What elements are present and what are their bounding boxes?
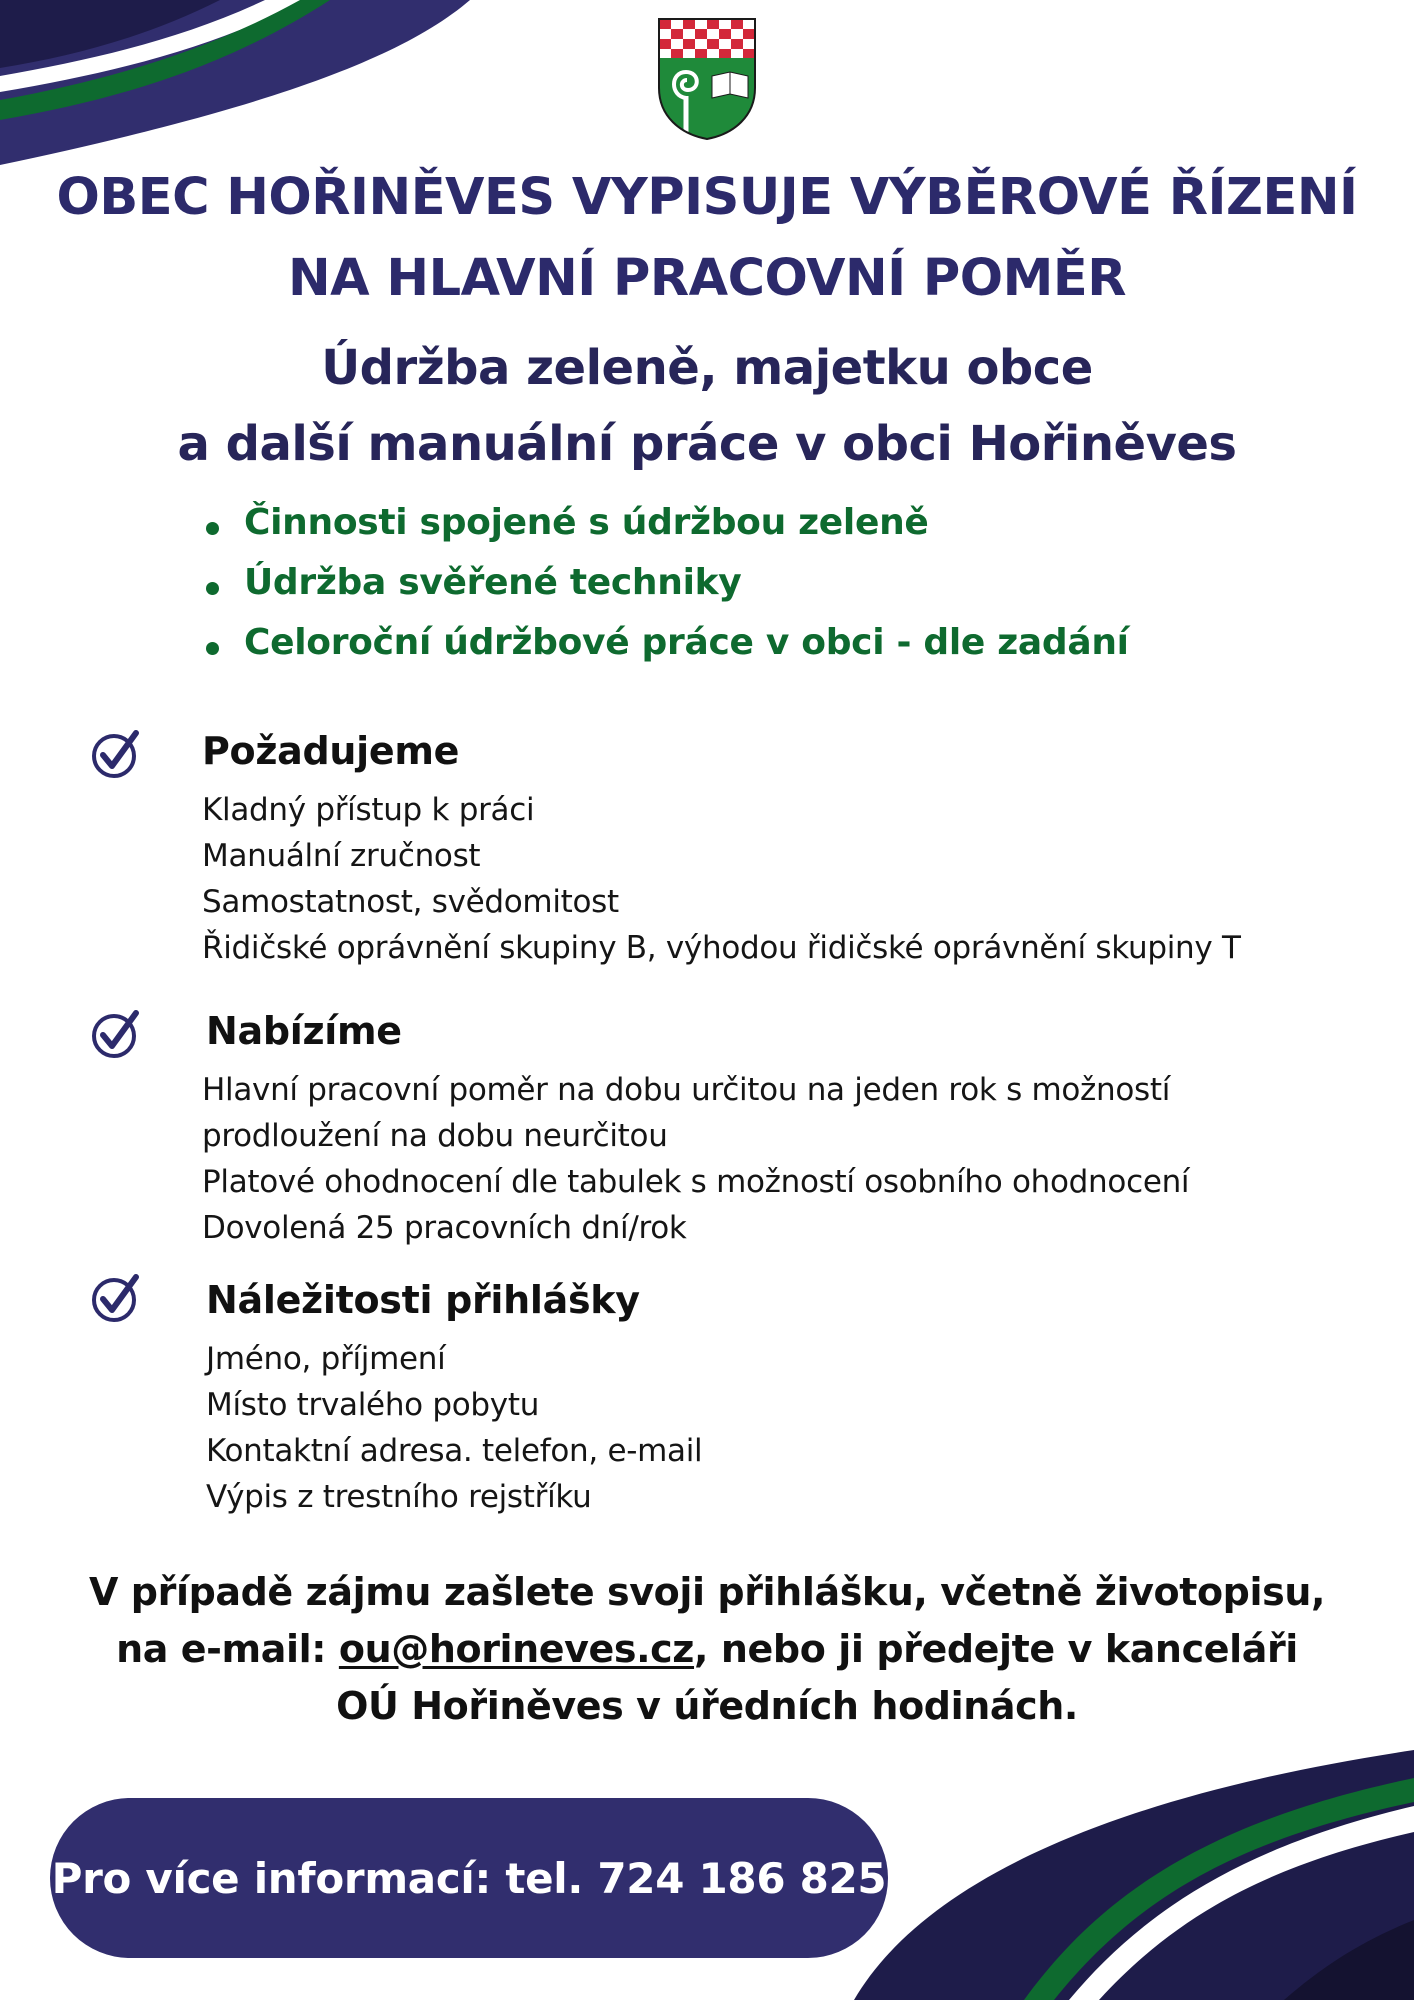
page-title-line-1: OBEC HOŘINĚVES VYPISUJE VÝBĚROVÉ ŘÍZENÍ: [56, 168, 1358, 227]
contact-banner: [50, 1798, 888, 1958]
section-heading: Nabízíme: [206, 1009, 402, 1053]
section-line: Výpis z trestního rejstříku: [206, 1479, 592, 1515]
section-line: Hlavní pracovní poměr na dobu určitou na jeden rok s možností: [202, 1072, 1171, 1108]
section-heading: Požadujeme: [202, 729, 460, 773]
duty-text: Činnosti spojené s údržbou zeleně: [244, 502, 929, 543]
section-line: Platové ohodnocení dle tabulek s možností osobního ohodnocení: [202, 1164, 1190, 1200]
duties-list: [200, 502, 1129, 682]
closing-line-3: OÚ Hořiněves v úředních hodinách.: [336, 1684, 1078, 1728]
bullet-icon: [206, 522, 219, 535]
email-link[interactable]: ou@horineves.cz: [338, 1627, 695, 1671]
section-line: Dovolená 25 pracovních dní/rok: [202, 1210, 687, 1246]
section-line: Řidičské oprávnění skupiny B, výhodou řidičské oprávnění skupiny T: [202, 930, 1241, 966]
closing-email-suffix: , nebo ji předejte v kanceláři: [694, 1627, 1298, 1671]
duty-item: [200, 562, 1129, 622]
duty-text: Údržba svěřené techniky: [244, 562, 742, 603]
section-lines: [206, 1336, 702, 1520]
duty-text: Celoroční údržbové práce v obci - dle zadání: [244, 622, 1129, 663]
section-line: Místo trvalého pobytu: [206, 1387, 540, 1423]
section-line: Manuální zručnost: [202, 838, 481, 874]
bullet-icon: [206, 642, 219, 655]
job-subtitle-line-1: Údržba zeleně, majetku obce: [321, 340, 1093, 396]
contact-phone-text: Pro více informací: tel. 724 186 825: [51, 1853, 887, 1903]
section-line: Kontaktní adresa. telefon, e-mail: [206, 1433, 703, 1469]
bullet-icon: [206, 582, 219, 595]
duty-item: [200, 502, 1129, 562]
closing-email-prefix: na e-mail:: [116, 1627, 339, 1671]
page-title-line-2: NA HLAVNÍ PRACOVNÍ POMĚR: [288, 249, 1126, 308]
job-subtitle-line-2: a další manuální práce v obci Hořiněves: [177, 416, 1237, 472]
section-lines: [202, 1067, 1189, 1251]
section-line: Kladný přístup k práci: [202, 792, 535, 828]
closing-line-1: V případě zájmu zašlete svoji přihlášku, včetně životopisu,: [88, 1570, 1326, 1614]
check-circle-icon: [90, 728, 142, 780]
section-lines: [202, 787, 1241, 971]
duty-item: [200, 622, 1129, 682]
top-left-wave-decoration: [0, 0, 470, 170]
bottom-right-wave-decoration: [854, 1750, 1414, 2000]
section-heading: Náležitosti přihlášky: [206, 1278, 640, 1322]
section-line: prodloužení na dobu neurčitou: [202, 1118, 668, 1154]
closing-line-2: [0, 1627, 1414, 1671]
check-circle-icon: [90, 1008, 142, 1060]
municipal-crest-icon: [656, 16, 758, 142]
section-line: Samostatnost, svědomitost: [202, 884, 619, 920]
check-circle-icon: [90, 1272, 142, 1324]
section-line: Jméno, příjmení: [206, 1341, 446, 1377]
